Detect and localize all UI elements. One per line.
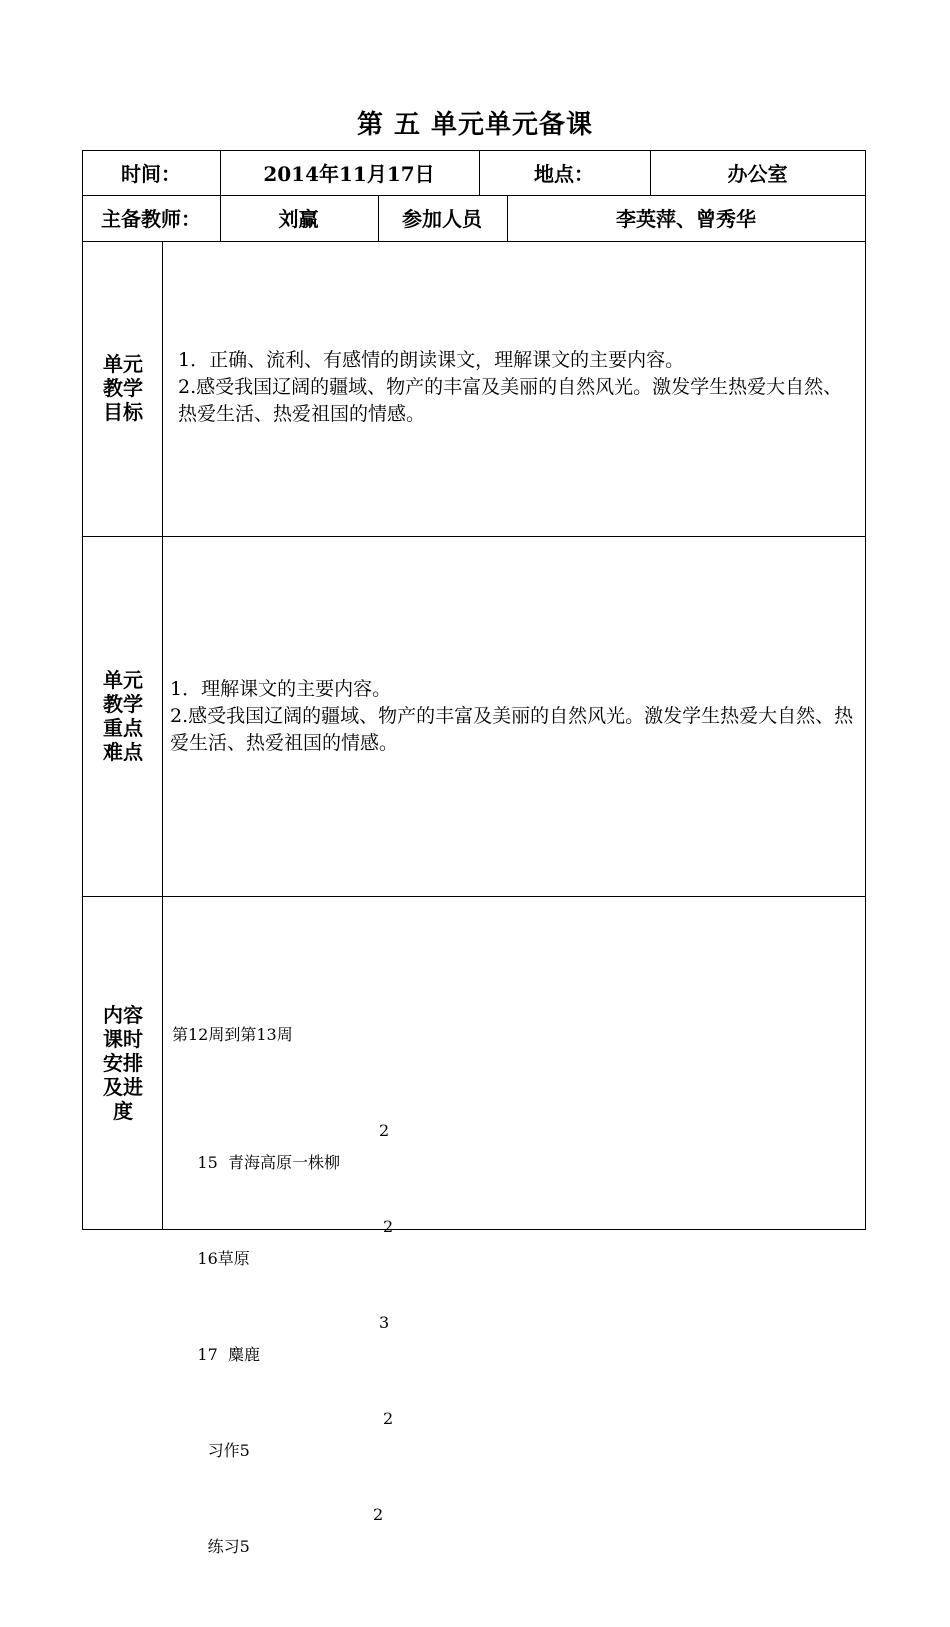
participants-label: 参加人员 xyxy=(402,207,482,231)
lesson-name: 练习5 xyxy=(192,1537,250,1556)
schedule-content xyxy=(172,955,394,1563)
lesson-hours: 2 xyxy=(383,1409,394,1428)
page-title: 第 五 单元单元备课 xyxy=(356,110,594,140)
list-item xyxy=(172,1211,394,1268)
key-point-item: 1．理解课文的主要内容。 xyxy=(170,678,392,700)
objectives-label: 单元 教学 目标 xyxy=(103,352,143,424)
participants-value: 李英萍、曾秀华 xyxy=(616,207,756,231)
key-points-content xyxy=(170,676,856,757)
schedule-label: 内容 课时 安排 及进 度 xyxy=(103,1002,143,1123)
date-value: 2014年11月17日 xyxy=(263,162,435,186)
time-label: 时间： xyxy=(121,162,181,186)
week-range: 第12周到第13周 xyxy=(172,1025,293,1044)
lesson-hours: 2 xyxy=(383,1217,394,1236)
lesson-name: 17 麋鹿 xyxy=(192,1345,260,1364)
list-item xyxy=(172,1499,384,1556)
lesson-name: 16草原 xyxy=(192,1249,250,1268)
objective-item: 2.感受我国辽阔的疆域、物产的丰富及美丽的自然风光。激发学生热爱大自然、热爱生活、热爱祖国的情感。 xyxy=(178,376,843,425)
lesson-hours: 3 xyxy=(379,1313,390,1332)
lesson-hours: 2 xyxy=(379,1121,390,1140)
list-item xyxy=(172,1115,390,1172)
lesson-name: 15 青海高原一株柳 xyxy=(192,1153,340,1172)
objectives-content xyxy=(178,347,854,428)
list-item xyxy=(172,1403,394,1460)
lead-teacher-label: 主备教师： xyxy=(101,207,201,231)
objective-item: 1．正确、流利、有感情的朗读课文，理解课文的主要内容。 xyxy=(178,349,685,371)
key-point-item: 2.感受我国辽阔的疆域、物产的丰富及美丽的自然风光。激发学生热爱大自然、热爱生活、热爱祖国的情感。 xyxy=(170,705,854,754)
list-item xyxy=(172,1307,390,1364)
place-label: 地点： xyxy=(534,162,594,186)
lesson-hours: 2 xyxy=(373,1505,384,1524)
lesson-name: 习作5 xyxy=(192,1441,250,1460)
key-points-label: 单元 教学 重点 难点 xyxy=(103,667,143,764)
place-value: 办公室 xyxy=(727,162,788,186)
lead-teacher-value: 刘赢 xyxy=(278,207,319,231)
